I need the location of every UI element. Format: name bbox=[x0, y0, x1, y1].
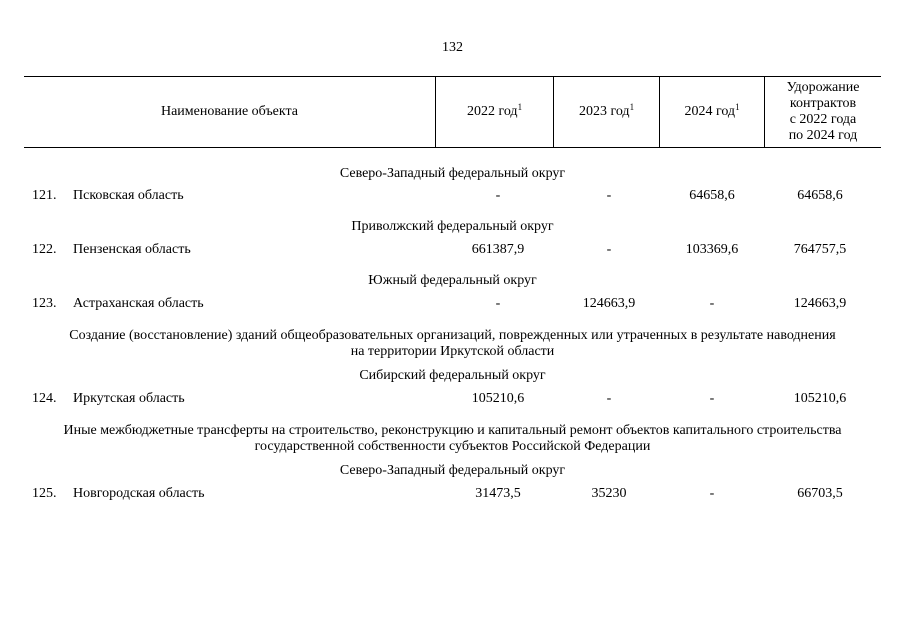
section-title: Иные межбюджетные трансферты на строительство, реконструкцию и капитальный ремонт объектов капитального строительства bbox=[63, 423, 842, 438]
row-name: Псковская область bbox=[73, 188, 184, 203]
row-number: 122. bbox=[32, 242, 57, 257]
value-2022: 105210,6 bbox=[471, 391, 525, 406]
value-total: 764757,5 bbox=[793, 242, 847, 257]
value-2024: 64658,6 bbox=[689, 188, 735, 203]
row-number: 125. bbox=[32, 486, 57, 501]
value-total: 124663,9 bbox=[793, 296, 847, 311]
table-row bbox=[0, 391, 905, 409]
table-row bbox=[0, 188, 905, 206]
value-total: 105210,6 bbox=[793, 391, 847, 406]
header-increase-line: контрактов bbox=[789, 96, 857, 111]
section-title: Северо-Западный федеральный округ bbox=[339, 166, 566, 181]
value-2022: - bbox=[495, 188, 501, 203]
header-2024: 2024 год bbox=[684, 104, 736, 119]
header-name-cell bbox=[24, 77, 435, 147]
header-2023: 2023 год bbox=[578, 104, 630, 119]
footnote-mark: 1 bbox=[629, 102, 635, 112]
footnote-mark: 1 bbox=[735, 102, 740, 112]
header-increase-line: с 2022 года bbox=[789, 112, 857, 127]
section-title: Южный федеральный округ bbox=[368, 273, 537, 288]
row-number: 123. bbox=[32, 296, 57, 311]
row-number: 121. bbox=[32, 188, 57, 203]
value-2024: 103369,6 bbox=[685, 242, 739, 257]
row-name: Астраханская область bbox=[73, 296, 204, 311]
table-header bbox=[24, 76, 881, 148]
row-name: Пензенская область bbox=[73, 242, 191, 257]
value-2022: - bbox=[495, 296, 501, 311]
row-name: Новгородская область bbox=[73, 486, 205, 501]
value-2023: - bbox=[606, 188, 612, 203]
section-title: Северо-Западный федеральный округ bbox=[339, 463, 566, 478]
footnote-mark: 1 bbox=[517, 102, 523, 112]
value-total: 64658,6 bbox=[797, 188, 843, 203]
page-number: 132 bbox=[442, 40, 463, 55]
section-title: Приволжский федеральный округ bbox=[351, 219, 554, 234]
header-increase-line: по 2024 год bbox=[788, 128, 858, 143]
value-2024: - bbox=[709, 391, 715, 406]
value-2022: 31473,5 bbox=[475, 486, 521, 501]
value-2023: - bbox=[606, 242, 612, 257]
header-2022-cell bbox=[436, 77, 553, 147]
section-title: Сибирский федеральный округ bbox=[359, 368, 546, 383]
value-2024: - bbox=[709, 296, 715, 311]
section-title: государственной собственности субъектов Российской Федерации bbox=[254, 439, 651, 454]
value-2023: 35230 bbox=[591, 486, 627, 501]
header-name: Наименование объекта bbox=[160, 104, 299, 119]
row-name: Иркутская область bbox=[73, 391, 185, 406]
value-2024: - bbox=[709, 486, 715, 501]
header-2023-cell bbox=[554, 77, 659, 147]
section-title: на территории Иркутской области bbox=[350, 344, 555, 359]
section-title: Создание (восстановление) зданий общеобразовательных организаций, поврежденных или утраченных в результате наводнения bbox=[69, 328, 836, 343]
value-2023: 124663,9 bbox=[582, 296, 636, 311]
value-total: 66703,5 bbox=[797, 486, 843, 501]
header-increase-line: Удорожание bbox=[786, 80, 860, 95]
table-row bbox=[0, 242, 905, 260]
header-2022: 2022 год bbox=[466, 104, 518, 119]
value-2022: 661387,9 bbox=[471, 242, 525, 257]
table-row bbox=[0, 486, 905, 504]
header-increase-cell bbox=[765, 77, 881, 147]
value-2023: - bbox=[606, 391, 612, 406]
table-row bbox=[0, 296, 905, 314]
header-2024-cell bbox=[660, 77, 764, 147]
row-number: 124. bbox=[32, 391, 57, 406]
